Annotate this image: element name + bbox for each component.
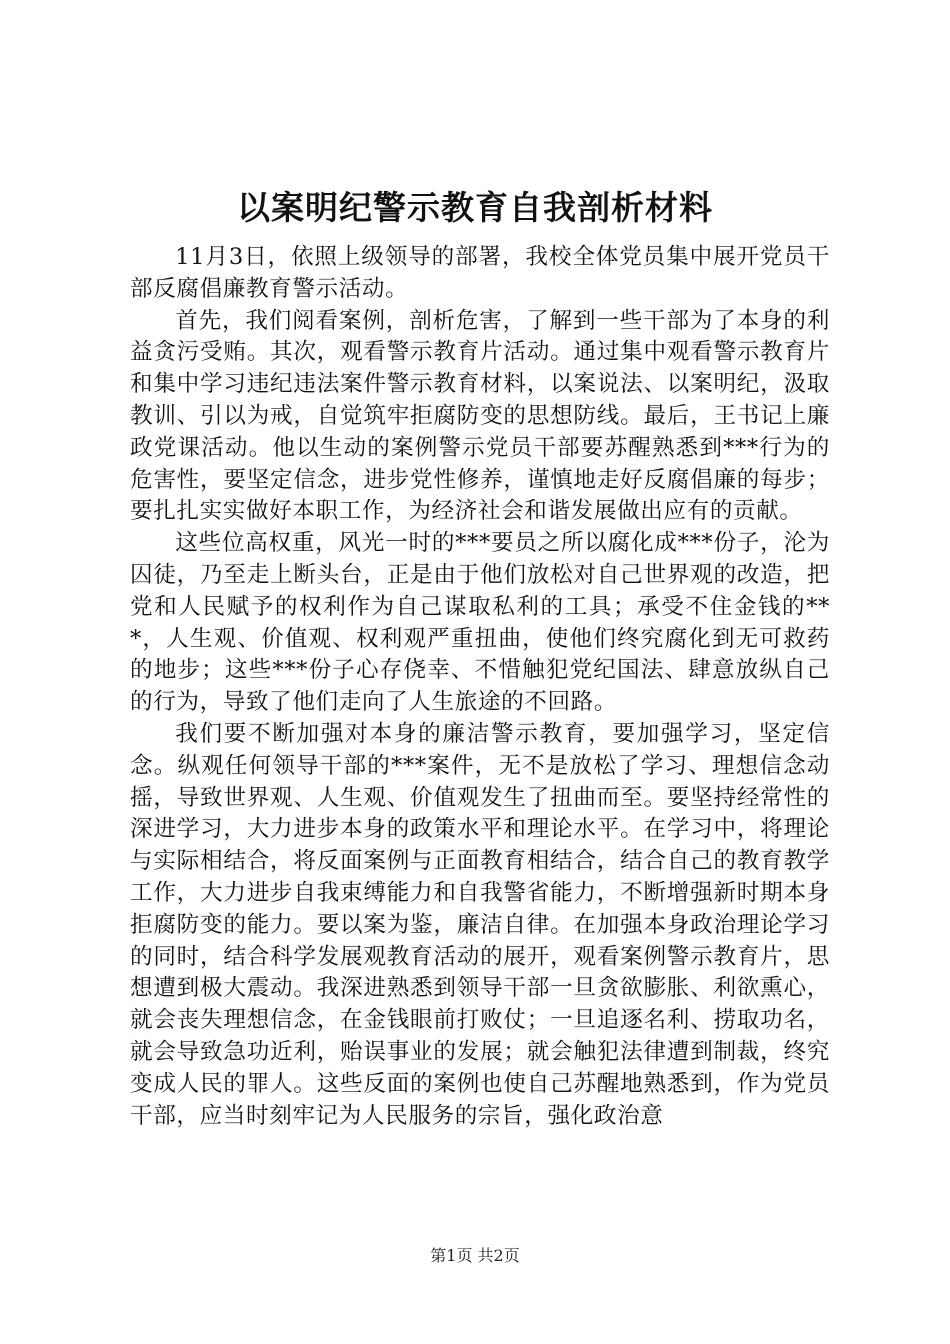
paragraph-3: 这些位高权重，风光一时的***要员之所以腐化成***份子，沦为囚徒，乃至走上断头台，正是由于他们放松对自己世界观的改造，把党和人民赋予的权利作为自己谋取私利的工具；承受不住金钱的***，人生观、价值观、权利观严重扭曲，使他们终究腐化到无可救药的地步；这些***份子心存侥幸、不惜触犯党纪国法、肆意放纵自己的行为，导致了他们走向了人生旅途的不回路。 xyxy=(130,530,830,716)
document-body xyxy=(130,242,830,1132)
paragraph-2: 首先，我们阅看案例，剖析危害，了解到一些干部为了本身的利益贪污受贿。其次，观看警示教育片活动。通过集中观看警示教育片和集中学习违纪违法案件警示教育材料，以案说法、以案明纪，汲取教训、引以为戒，自觉筑牢拒腐防变的思想防线。最后，王书记上廉政党课活动。他以生动的案例警示党员干部要苏醒熟悉到***行为的危害性，要坚定信念，进步党性修养，谨慎地走好反腐倡廉的每步；要扎扎实实做好本职工作，为经济社会和谐发展做出应有的贡献。 xyxy=(130,307,830,525)
page-number-footer: 第1页 共2页 xyxy=(430,1246,520,1265)
paragraph-1: 11月3日，依照上级领导的部署，我校全体党员集中展开党员干部反腐倡廉教育警示活动。 xyxy=(130,244,830,302)
document-title: 以案明纪警示教育自我剖析材料 xyxy=(237,188,713,227)
paragraph-4: 我们要不断加强对本身的廉洁警示教育，要加强学习，坚定信念。纵观任何领导干部的***案件，无不是放松了学习、理想信念动摇，导致世界观、人生观、价值观发生了扭曲而至。要坚持经常性的深进学习，大力进步本身的政策水平和理论水平。在学习中，将理论与实际相结合，将反面案例与正面教育相结合，结合自己的教育教学工作，大力进步自我束缚能力和自我警省能力，不断增强新时期本身拒腐防变的能力。要以案为鉴，廉洁自律。在加强本身政治理论学习的同时，结合科学发展观教育活动的展开，观看案例警示教育片，思想遭到极大震动。我深进熟悉到领导干部一旦贪欲膨胀、利欲熏心，就会丧失理想信念，在金钱眼前打败仗；一旦追逐名利、捞取功名，就会导致急功近利，贻误事业的发展；就会触犯法律遭到制裁，终究变成人民的罪人。这些反面的案例也使自己苏醒地熟悉到，作为党员干部，应当时刻牢记为人民服务的宗旨，强化政治意 xyxy=(130,720,830,1129)
